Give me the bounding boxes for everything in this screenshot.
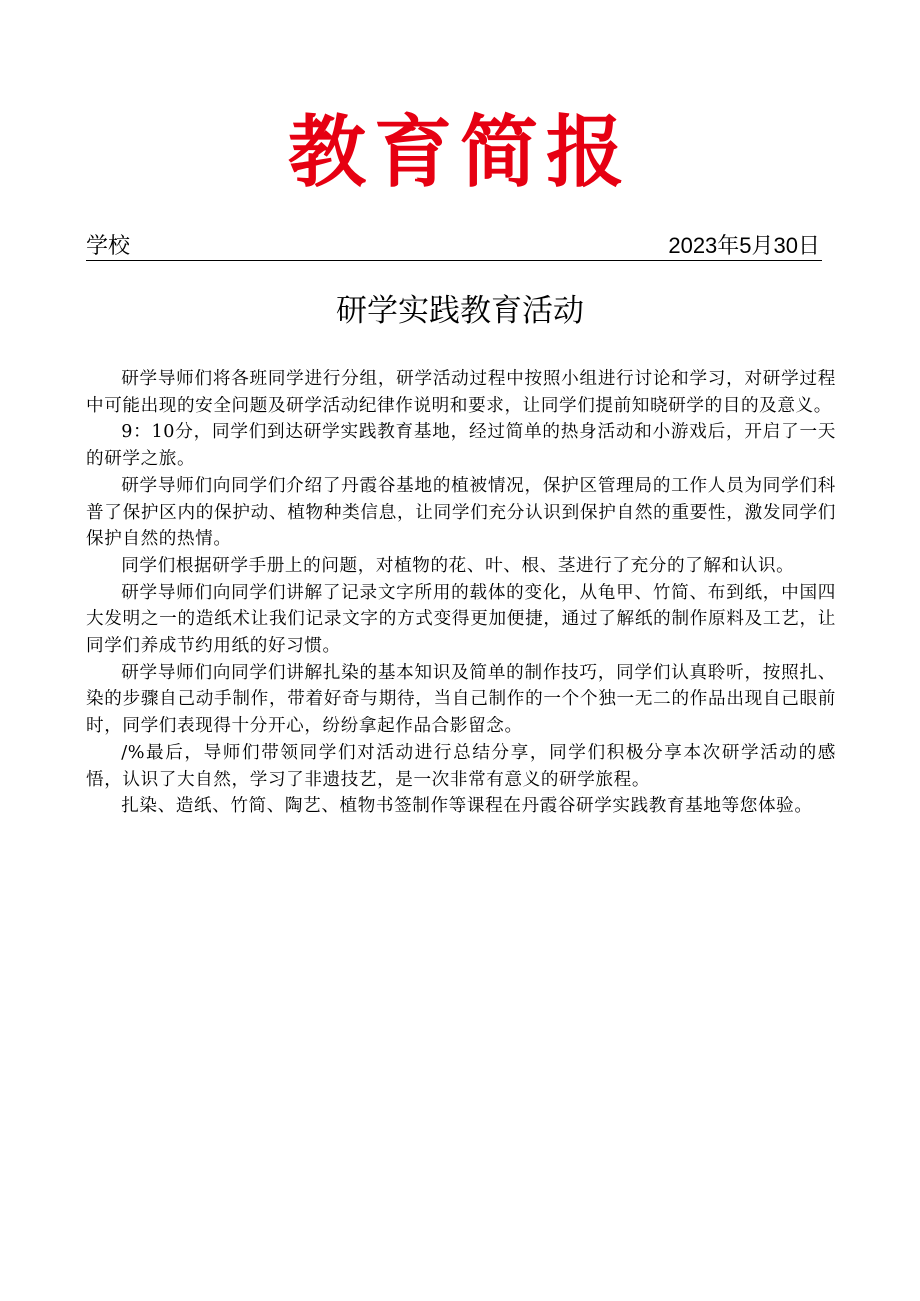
paragraph: 9：10分，同学们到达研学实践教育基地，经过简单的热身活动和小游戏后，开启了一天的研学之旅。 — [86, 422, 836, 470]
paragraph: 研学导师们将各班同学进行分组，研学活动过程中按照小组进行讨论和学习，对研学过程中可能出现的安全问题及研学活动纪律作说明和要求，让同学们提前知晓研学的目的及意义。 — [86, 369, 836, 416]
paragraph: 研学导师们向同学们讲解扎染的基本知识及简单的制作技巧，同学们认真聆听，按照扎、染的步骤自己动手制作，带着好奇与期待，当自己制作的一个个独一无二的作品出现自己眼前时，同学们表现得十分开心，纷纷拿起作品合影留念。 — [86, 662, 836, 737]
school-label: 学校 — [86, 233, 131, 258]
article-title: 研学实践教育活动 — [336, 293, 584, 329]
masthead-title: 教育简报 — [287, 107, 632, 198]
paragraph: 研学导师们向同学们讲解了记录文字所用的载体的变化，从龟甲、竹简、布到纸，中国四大发明之一的造纸术让我们记录文字的方式变得更加便捷，通过了解纸的制作原料及工艺，让同学们养成节约用纸的好习惯。 — [86, 582, 836, 657]
paragraph: 同学们根据研学手册上的问题，对植物的花、叶、根、茎进行了充分的了解和认识。 — [121, 555, 795, 576]
paragraph: 扎染、造纸、竹简、陶艺、植物书签制作等课程在丹霞谷研学实践教育基地等您体验。 — [121, 796, 813, 817]
issue-date: 2023年5月30日 — [668, 233, 820, 258]
paragraph: /%最后，导师们带领同学们对活动进行总结分享，同学们积极分享本次研学活动的感悟，认识了大自然，学习了非遗技艺，是一次非常有意义的研学旅程。 — [86, 742, 836, 790]
paragraph: 研学导师们向同学们介绍了丹霞谷基地的植被情况，保护区管理局的工作人员为同学们科普了保护区内的保护动、植物种类信息，让同学们充分认识到保护自然的重要性，激发同学们保护自然的热情。 — [86, 475, 836, 550]
article-body — [86, 366, 836, 820]
info-line — [86, 232, 822, 261]
